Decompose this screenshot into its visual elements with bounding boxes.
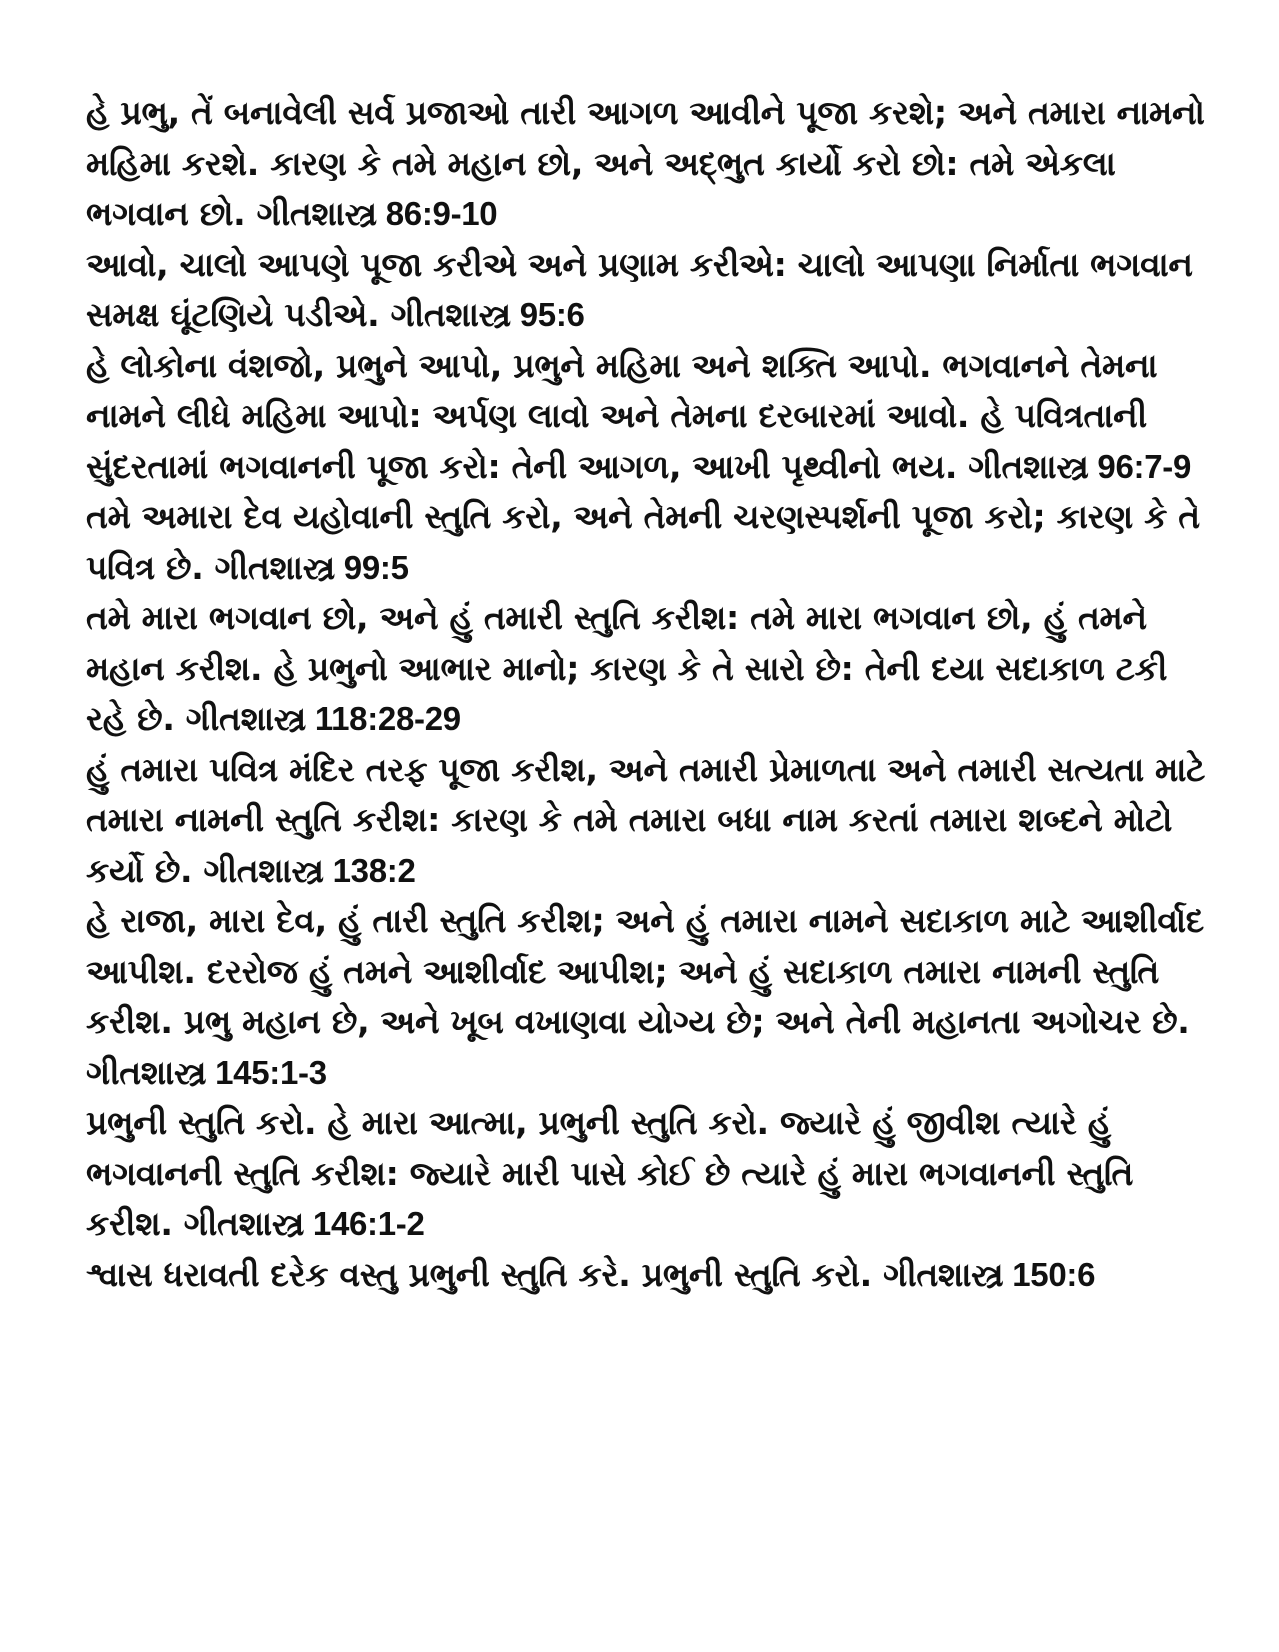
verse-text: હે રાજા, મારા દેવ, હું તારી સ્તુતિ કરીશ; અને હું તમારા નામને સદાકાળ માટે આશીર્વાદ આપીશ. દરરોજ હું તમને આશીર્વાદ આપીશ; અને હું સદાકાળ તમારા નામની સ્તુતિ કરીશ. પ્રભુ મહાન છે, અને ખૂબ વખાણવા યોગ્ય છે; અને તેની મહાનતા અગોચર છે. [86,901,1204,1041]
verse-paragraph [86,745,1206,897]
document-page [86,88,1206,1300]
verse-text: હે લોકોના વંશજો, પ્રભુને આપો, પ્રભુને મહિમા અને શક્તિ આપો. ભગવાનને તેમના નામને લીધે મહિમા આપો: અર્પણ લાવો અને તેમના દરબારમાં આવો. હે પવિત્રતાની સુંદરતામાં ભગવાનની પૂજા કરો: તેની આગળ, આખી પૃથ્વીનો ભય. [86,345,1158,486]
verse-reference: ગીતશાસ્ત્ર 138:2 [203,851,416,889]
verse-reference: ગીતશાસ્ત્ર 96:7-9 [968,447,1191,485]
verse-paragraph [86,1250,1206,1301]
verse-text: આવો, ચાલો આપણે પૂજા કરીએ અને પ્રણામ કરીએ: ચાલો આપણા નિર્માતા ભગવાન સમક્ષ ઘૂંટણિયે પડીએ. [86,244,1193,334]
verse-text: હે પ્રભુ, તેં બનાવેલી સર્વ પ્રજાઓ તારી આગળ આવીને પૂજા કરશે; અને તમારા નામનો મહિમા કરશે. કારણ કે તમે મહાન છો, અને અદ્ભુત કાર્યો કરો છો: તમે એકલા ભગવાન છો. [86,93,1205,233]
verse-paragraph [86,341,1206,493]
verse-reference: ગીતશાસ્ત્ર 95:6 [390,296,585,333]
verse-text: હું તમારા પવિત્ર મંદિર તરફ પૂજા કરીશ, અને તમારી પ્રેમાળતા અને તમારી સત્યતા માટે તમારા નામની સ્તુતિ કરીશ: કારણ કે તમે તમારા બધા નામ કરતાં તમારા શબ્દને મોટો કર્યો છે. [86,749,1206,890]
verse-paragraph [86,896,1206,1098]
verse-paragraph [86,492,1206,593]
verse-paragraph [86,88,1206,240]
verse-reference: ગીતશાસ્ત્ર 118:28-29 [185,700,461,737]
verse-reference: ગીતશાસ્ત્ર 150:6 [883,1255,1096,1293]
verse-reference: ગીતશાસ્ત્ર 86:9-10 [256,195,498,232]
verse-reference: ગીતશાસ્ત્ર 146:1-2 [183,1205,425,1242]
verse-text: તમે મારા ભગવાન છો, અને હું તમારી સ્તુતિ કરીશ: તમે મારા ભગવાન છો, હું તમને મહાન કરીશ. હે પ્રભુનો આભાર માનો; કારણ કે તે સારો છે: તેની દયા સદાકાળ ટકી રહે છે. [86,598,1168,738]
verse-paragraph [86,240,1206,341]
verse-text: શ્વાસ ધરાવતી દરેક વસ્તુ પ્રભુની સ્તુતિ કરે. પ્રભુની સ્તુતિ કરો. [86,1254,872,1294]
verse-reference: ગીતશાસ્ત્ર 99:5 [214,548,409,586]
verse-text: તમે અમારા દેવ યહોવાની સ્તુતિ કરો, અને તેમની ચરણસ્પર્શની પૂજા કરો; કારણ કે તે પવિત્ર છે. [86,497,1200,587]
verse-paragraph [86,593,1206,745]
verse-paragraph [86,1098,1206,1250]
verse-reference: ગીતશાસ્ત્ર 145:1-3 [86,1053,327,1091]
verse-text: પ્રભુની સ્તુતિ કરો. હે મારા આત્મા, પ્રભુની સ્તુતિ કરો. જ્યારે હું જીવીશ ત્યારે હું ભગવાનની સ્તુતિ કરીશ: જ્યારે મારી પાસે કોઈ છે ત્યારે હું મારા ભગવાનની સ્તુતિ કરીશ. [86,1103,1134,1243]
